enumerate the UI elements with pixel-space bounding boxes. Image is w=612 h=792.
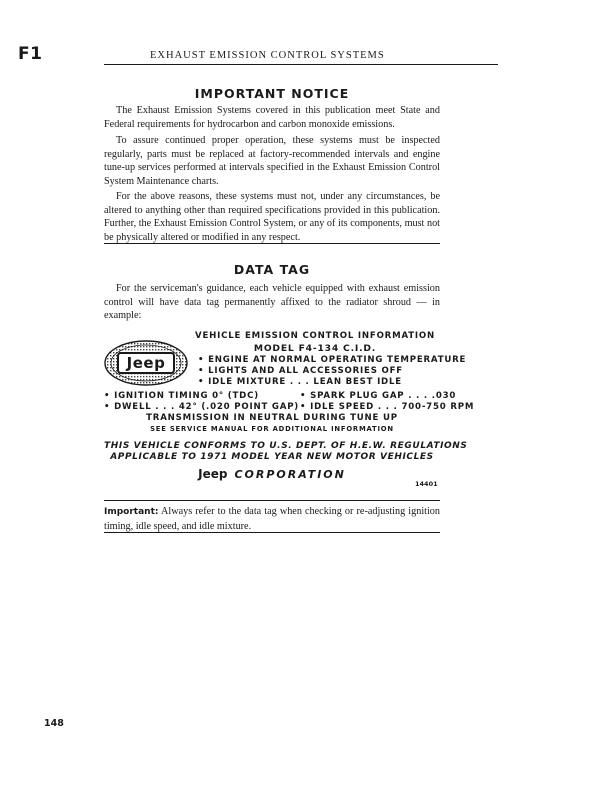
- corporation-mark: [104, 465, 440, 483]
- data-tag-title: DATA TAG: [233, 262, 311, 277]
- figure-number: 14401: [415, 480, 438, 488]
- tag-transmission: TRANSMISSION IN NEUTRAL DURING TUNE UP: [146, 413, 398, 423]
- important-label: Important:: [104, 507, 159, 517]
- important-text: Always refer to the data tag when checking or re-adjusting ignition timing, idle speed, and idle mixture.: [104, 506, 440, 532]
- notice-paragraph: To assure continued proper operation, these systems must be inspected regularly, parts must be replaced at factory-recommended intervals and engine tune-up services performed at intervals specified in the Exhaust Emission Control System Maintenance charts.: [104, 135, 440, 187]
- important-top-rule: [104, 500, 440, 501]
- tag-bullet-engine: • ENGINE AT NORMAL OPERATING TEMPERATURE: [198, 355, 467, 365]
- section-code: F1: [18, 44, 43, 64]
- tag-spark-plug-gap: • SPARK PLUG GAP . . . .030: [300, 391, 457, 401]
- important-bottom-rule: [104, 532, 440, 533]
- tag-conformity-line-2: APPLICABLE TO 1971 MODEL YEAR NEW MOTOR VEHICLES: [110, 452, 434, 462]
- tag-see-manual: SEE SERVICE MANUAL FOR ADDITIONAL INFORMATION: [150, 425, 394, 433]
- tag-dwell: • DWELL . . . 42° (.020 POINT GAP): [104, 402, 300, 412]
- tag-model: MODEL F4-134 C.I.D.: [253, 343, 377, 354]
- tag-heading: VEHICLE EMISSION CONTROL INFORMATION: [195, 331, 435, 341]
- notice-divider: [104, 243, 440, 244]
- notice-paragraph: For the above reasons, these systems must not, under any circumstances, be altered to anything other than required specifications provided in this publication. Further, the Exhaust Emission Control System, or any of its components, must not be physically altered or modified in any respect.: [104, 191, 440, 243]
- notice-paragraph: The Exhaust Emission Systems covered in this publication meet State and Federal requirements for hydrocarbon and carbon monoxide emissions.: [104, 105, 440, 130]
- corporation-name: CORPORATION: [234, 468, 346, 481]
- tag-ignition-timing: • IGNITION TIMING 0° (TDC): [104, 391, 259, 401]
- jeep-logo-text: Jeep: [126, 354, 166, 372]
- tag-bullet-lights: • LIGHTS AND ALL ACCESSORIES OFF: [198, 366, 403, 376]
- jeep-logo: [104, 340, 188, 386]
- data-tag-intro: For the serviceman's guidance, each vehicle equipped with exhaust emission control will have data tag permanently affixed to the radiator shroud — in example:: [104, 283, 440, 321]
- running-title: EXHAUST EMISSION CONTROL SYSTEMS: [150, 50, 385, 61]
- page-number: 148: [44, 718, 64, 729]
- tag-conformity-line-1: THIS VEHICLE CONFORMS TO U.S. DEPT. OF H.E.W. REGULATIONS: [104, 441, 468, 451]
- header-rule: [104, 64, 498, 65]
- important-note: [104, 505, 440, 533]
- notice-title: IMPORTANT NOTICE: [194, 86, 350, 101]
- tag-bullet-idle-mixture: • IDLE MIXTURE . . . LEAN BEST IDLE: [198, 377, 402, 387]
- tag-idle-speed: • IDLE SPEED . . . 700-750 RPM: [300, 402, 475, 412]
- corporation-brand: Jeep: [198, 467, 228, 481]
